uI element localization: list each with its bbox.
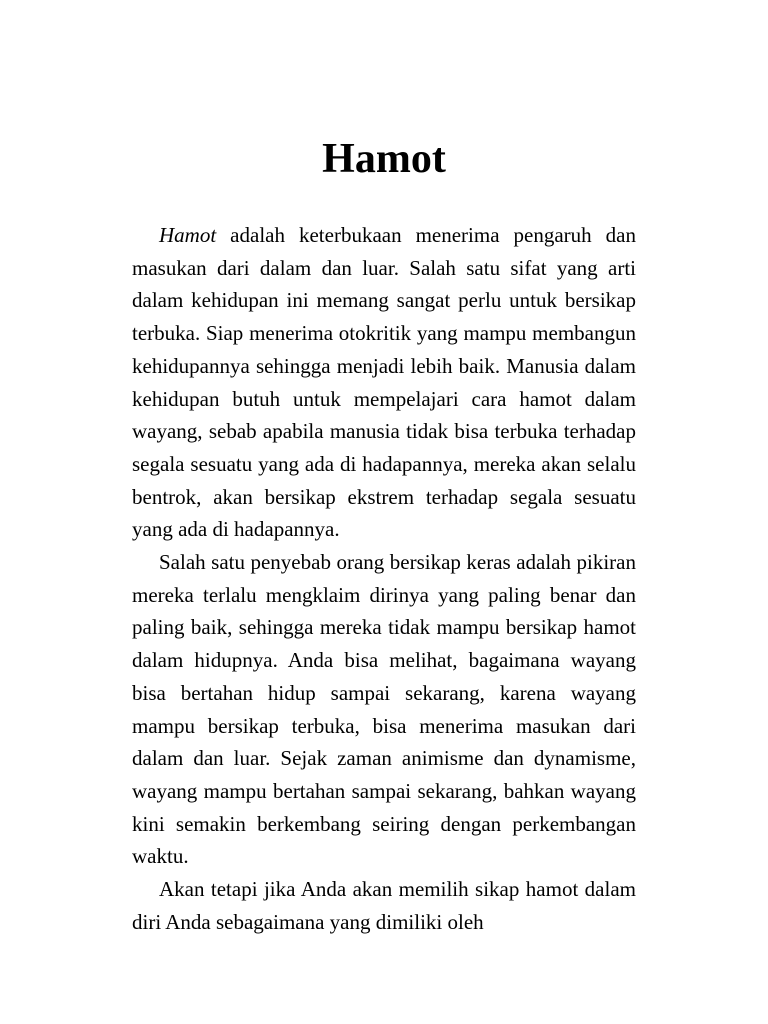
paragraph-3-text: Akan tetapi jika Anda akan memilih sikap hamot dalam diri Anda sebagaimana yang dimiliki oleh [132, 877, 636, 934]
paragraph-1-italic-term: Hamot [159, 223, 217, 247]
paragraph-1 [132, 219, 636, 546]
body-text [132, 219, 636, 938]
paragraph-3 [132, 873, 636, 938]
paragraph-2-text: Salah satu penyebab orang bersikap keras adalah pikiran mereka terlalu mengklaim dirinya yang paling benar dan paling baik, sehingga mereka tidak mampu bersikap hamot dalam hidupnya. Anda bisa melihat, bagaimana wayang bisa bertahan hidup sampai sekarang, karena wayang mampu bersikap terbuka, bisa menerima masukan dari dalam dan luar. Sejak zaman animisme dan dynamisme, wayang mampu bertahan sampai sekarang, bahkan wayang kini semakin berkembang seiring dengan perkembangan waktu. [132, 550, 636, 869]
paragraph-1-text: adalah keterbukaan menerima pengaruh dan masukan dari dalam dan luar. Salah satu sifat yang arti dalam kehidupan ini memang sangat perlu untuk bersikap terbuka. Siap menerima otokritik yang mampu membangun kehidupannya sehingga menjadi lebih baik. Manusia dalam kehidupan butuh untuk mempelajari cara hamot dalam wayang, sebab apabila manusia tidak bisa terbuka terhadap segala sesuatu yang ada di hadapannya, mereka akan selalu bentrok, akan bersikap ekstrem terhadap segala sesuatu yang ada di hadapannya. [132, 223, 636, 542]
page-title: Hamot [322, 136, 446, 182]
paragraph-2 [132, 546, 636, 873]
